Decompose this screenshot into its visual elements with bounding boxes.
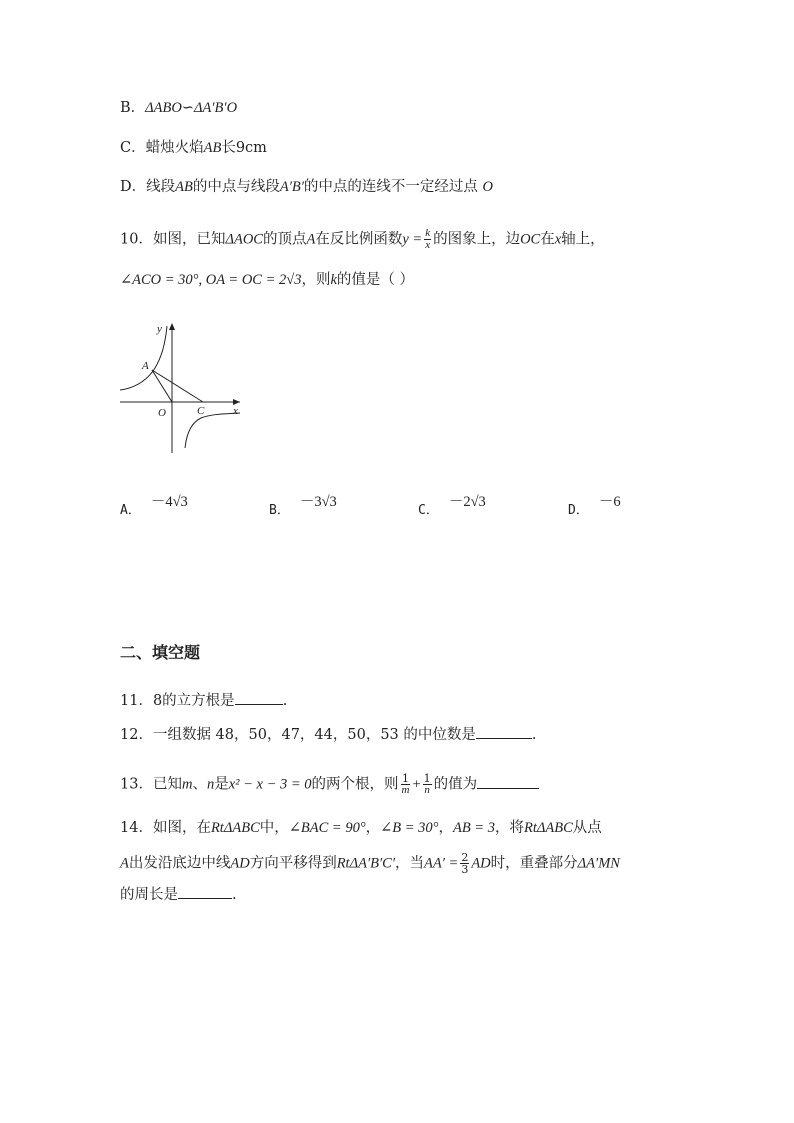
q14-line3 [120,884,237,905]
q14-line2 [120,852,620,875]
q13-frac2 [423,773,432,796]
q9-b-text: ΔABO∽ΔA′B′O [145,100,238,116]
q10-figure [115,318,255,458]
q11 [120,690,287,711]
q14-frac [460,852,469,875]
q10-option-c [418,490,486,518]
q13-m: m [181,776,193,793]
q9-c-seg: AB [203,140,222,156]
q14-rt1: RtΔABC [210,820,260,836]
y-axis-arrow-icon [169,323,175,330]
q10-option-a-label: A． [120,503,141,518]
q10-option-c-value: －2√3 [448,494,486,510]
q13-plus: + [412,776,421,793]
q14-aap: AA′ = [424,855,459,872]
q11-text: 8的立方根是 [152,693,235,709]
q9-d-text-post: 的中点的连线不一定经过点 [303,179,478,195]
q10-option-d [568,490,621,518]
q14-l1-c: ，将 [494,820,524,836]
q13-frac1 [401,773,411,796]
q10-axis: x [554,231,562,248]
q14-number: 14． [120,820,153,836]
q14-ad2: AD [471,855,491,872]
q14-cond2: ∠B = 30° [380,820,439,836]
q12-text: 一组数据 48，50，47，44，50，53 的中位数是 [152,727,476,743]
label-a: A [142,360,149,372]
q9-d-text-pre: 线段 [146,179,176,195]
q14-frac-den: 3 [461,863,469,876]
q10-option-d-label: D． [568,503,589,518]
q13-answer-blank[interactable] [477,774,539,789]
q14-l1-a: 如图，在 [152,820,211,836]
q14-cond3: AB = 3 [452,820,495,836]
q13-equation: x² − x − 3 = 0 [228,776,312,793]
q13-end: 的值为 [433,776,478,793]
q14-end: . [232,887,237,903]
q12-answer-blank[interactable] [476,724,532,739]
q11-answer-blank[interactable] [235,690,283,705]
q14-ad: AD [230,855,250,872]
q14-line1: 14．如图，在RtΔABC中，∠BAC = 90°，∠B = 30°，AB = 3，将RtΔABC从点 [120,820,602,836]
label-y: y [157,323,162,335]
hyperbola-branch-left [120,326,167,390]
q10-seg: OC [520,231,541,248]
q11-end: . [282,693,288,709]
q14-l2-c: ，当 [395,855,425,872]
q9-d-mid: 的中点与线段 [192,179,280,195]
q10-cond2: OA = OC = 2√3 [205,272,302,288]
q10-option-a-value: －4√3 [150,494,188,510]
q14-frac-num: 2 [461,851,469,864]
q10-text-d: 的图象上，边 [433,231,521,248]
segment-ao [152,370,172,402]
q14-triangle: ΔA′MN [577,855,620,872]
q10-frac-den: x [425,239,431,251]
q13-frac1-num: 1 [401,772,409,785]
q14-cond1: ∠BAC = 90° [288,820,366,836]
q10-text-a: 如图，已知 [152,231,226,248]
q14-l1-d: 从点 [572,820,602,836]
q10-option-b [269,490,337,518]
q13-pre: 已知 [152,776,182,793]
q13 [120,773,539,796]
hyperbola-branch-right [185,413,240,448]
q13-frac1-den: m [401,784,410,796]
q9-d-seg1: AB [175,179,193,195]
q10-text3: 的值是（ ） [336,272,415,288]
q10-text-b: 的顶点 [262,231,307,248]
q13-number: 13． [120,776,153,793]
q10-fraction [424,228,431,251]
q14-l2-a: 出发沿底边中线 [128,855,231,872]
q10-line2: ∠ACO = 30°, OA = OC = 2√3，则k的值是（ ） [120,272,415,288]
q12-end: . [531,727,537,743]
q9-c-label: C． [120,140,146,156]
q13-mid: 是 [214,776,229,793]
q9-option-d [120,177,493,197]
q9-option-b [120,98,237,118]
q14-l2-b: 方向平移得到 [249,855,337,872]
q10-line1 [120,228,605,251]
q10-option-b-label: B． [269,503,290,518]
label-x: x [233,405,238,417]
q14-l2-d: 时，重叠部分 [490,855,578,872]
q14-l3: 的周长是 [120,887,178,903]
q11-number: 11． [120,693,153,709]
q9-b-label: B． [120,100,146,116]
label-o: O [158,407,166,419]
q10-triangle: ΔAOC [225,231,263,248]
q14-rt2: RtΔABC [523,820,573,836]
q9-option-c [120,138,267,158]
label-c: C [197,405,205,417]
q10-option-b-value: －3√3 [299,494,337,510]
q10-text-c: 在反比例函数 [315,231,403,248]
q10-cond1: ∠ACO = 30° [120,272,199,288]
q9-d-label: D． [120,179,147,195]
q10-text-f: 轴上， [561,231,605,248]
q14-l1-b: 中， [259,820,289,836]
q10-point-a: A [306,231,316,248]
q10-option-a [120,490,188,518]
q9-d-seg2: A′B′ [279,179,304,195]
q9-d-point: O [482,179,494,195]
q13-n: n [206,776,215,793]
q10-k: k [330,272,337,288]
segment-ac [152,370,203,402]
q13-frac2-num: 1 [423,772,431,785]
q10-text-e: 在 [540,231,555,248]
q12 [120,724,536,745]
q14-answer-blank[interactable] [178,884,232,899]
q14-point-a: A [120,855,129,872]
q10-func-y: y = [402,231,423,248]
q13-post: 的两个根，则 [311,776,399,793]
q10-option-c-label: C． [418,503,439,518]
q13-frac2-den: n [424,784,430,796]
q10-text2: ，则 [301,272,331,288]
q9-c-text-post: 长9cm [221,140,267,156]
q10-frac-num: k [425,227,431,239]
q10-option-d-value: －6 [598,494,621,510]
q14-rt3: RtΔA′B′C′ [336,855,396,872]
q13-sep: 、 [192,776,207,793]
q10-number: 10． [120,231,153,248]
section-title: 二、填空题 [120,643,201,662]
q12-number: 12． [120,727,153,743]
q9-c-text-pre: 蜡烛火焰 [145,140,204,156]
